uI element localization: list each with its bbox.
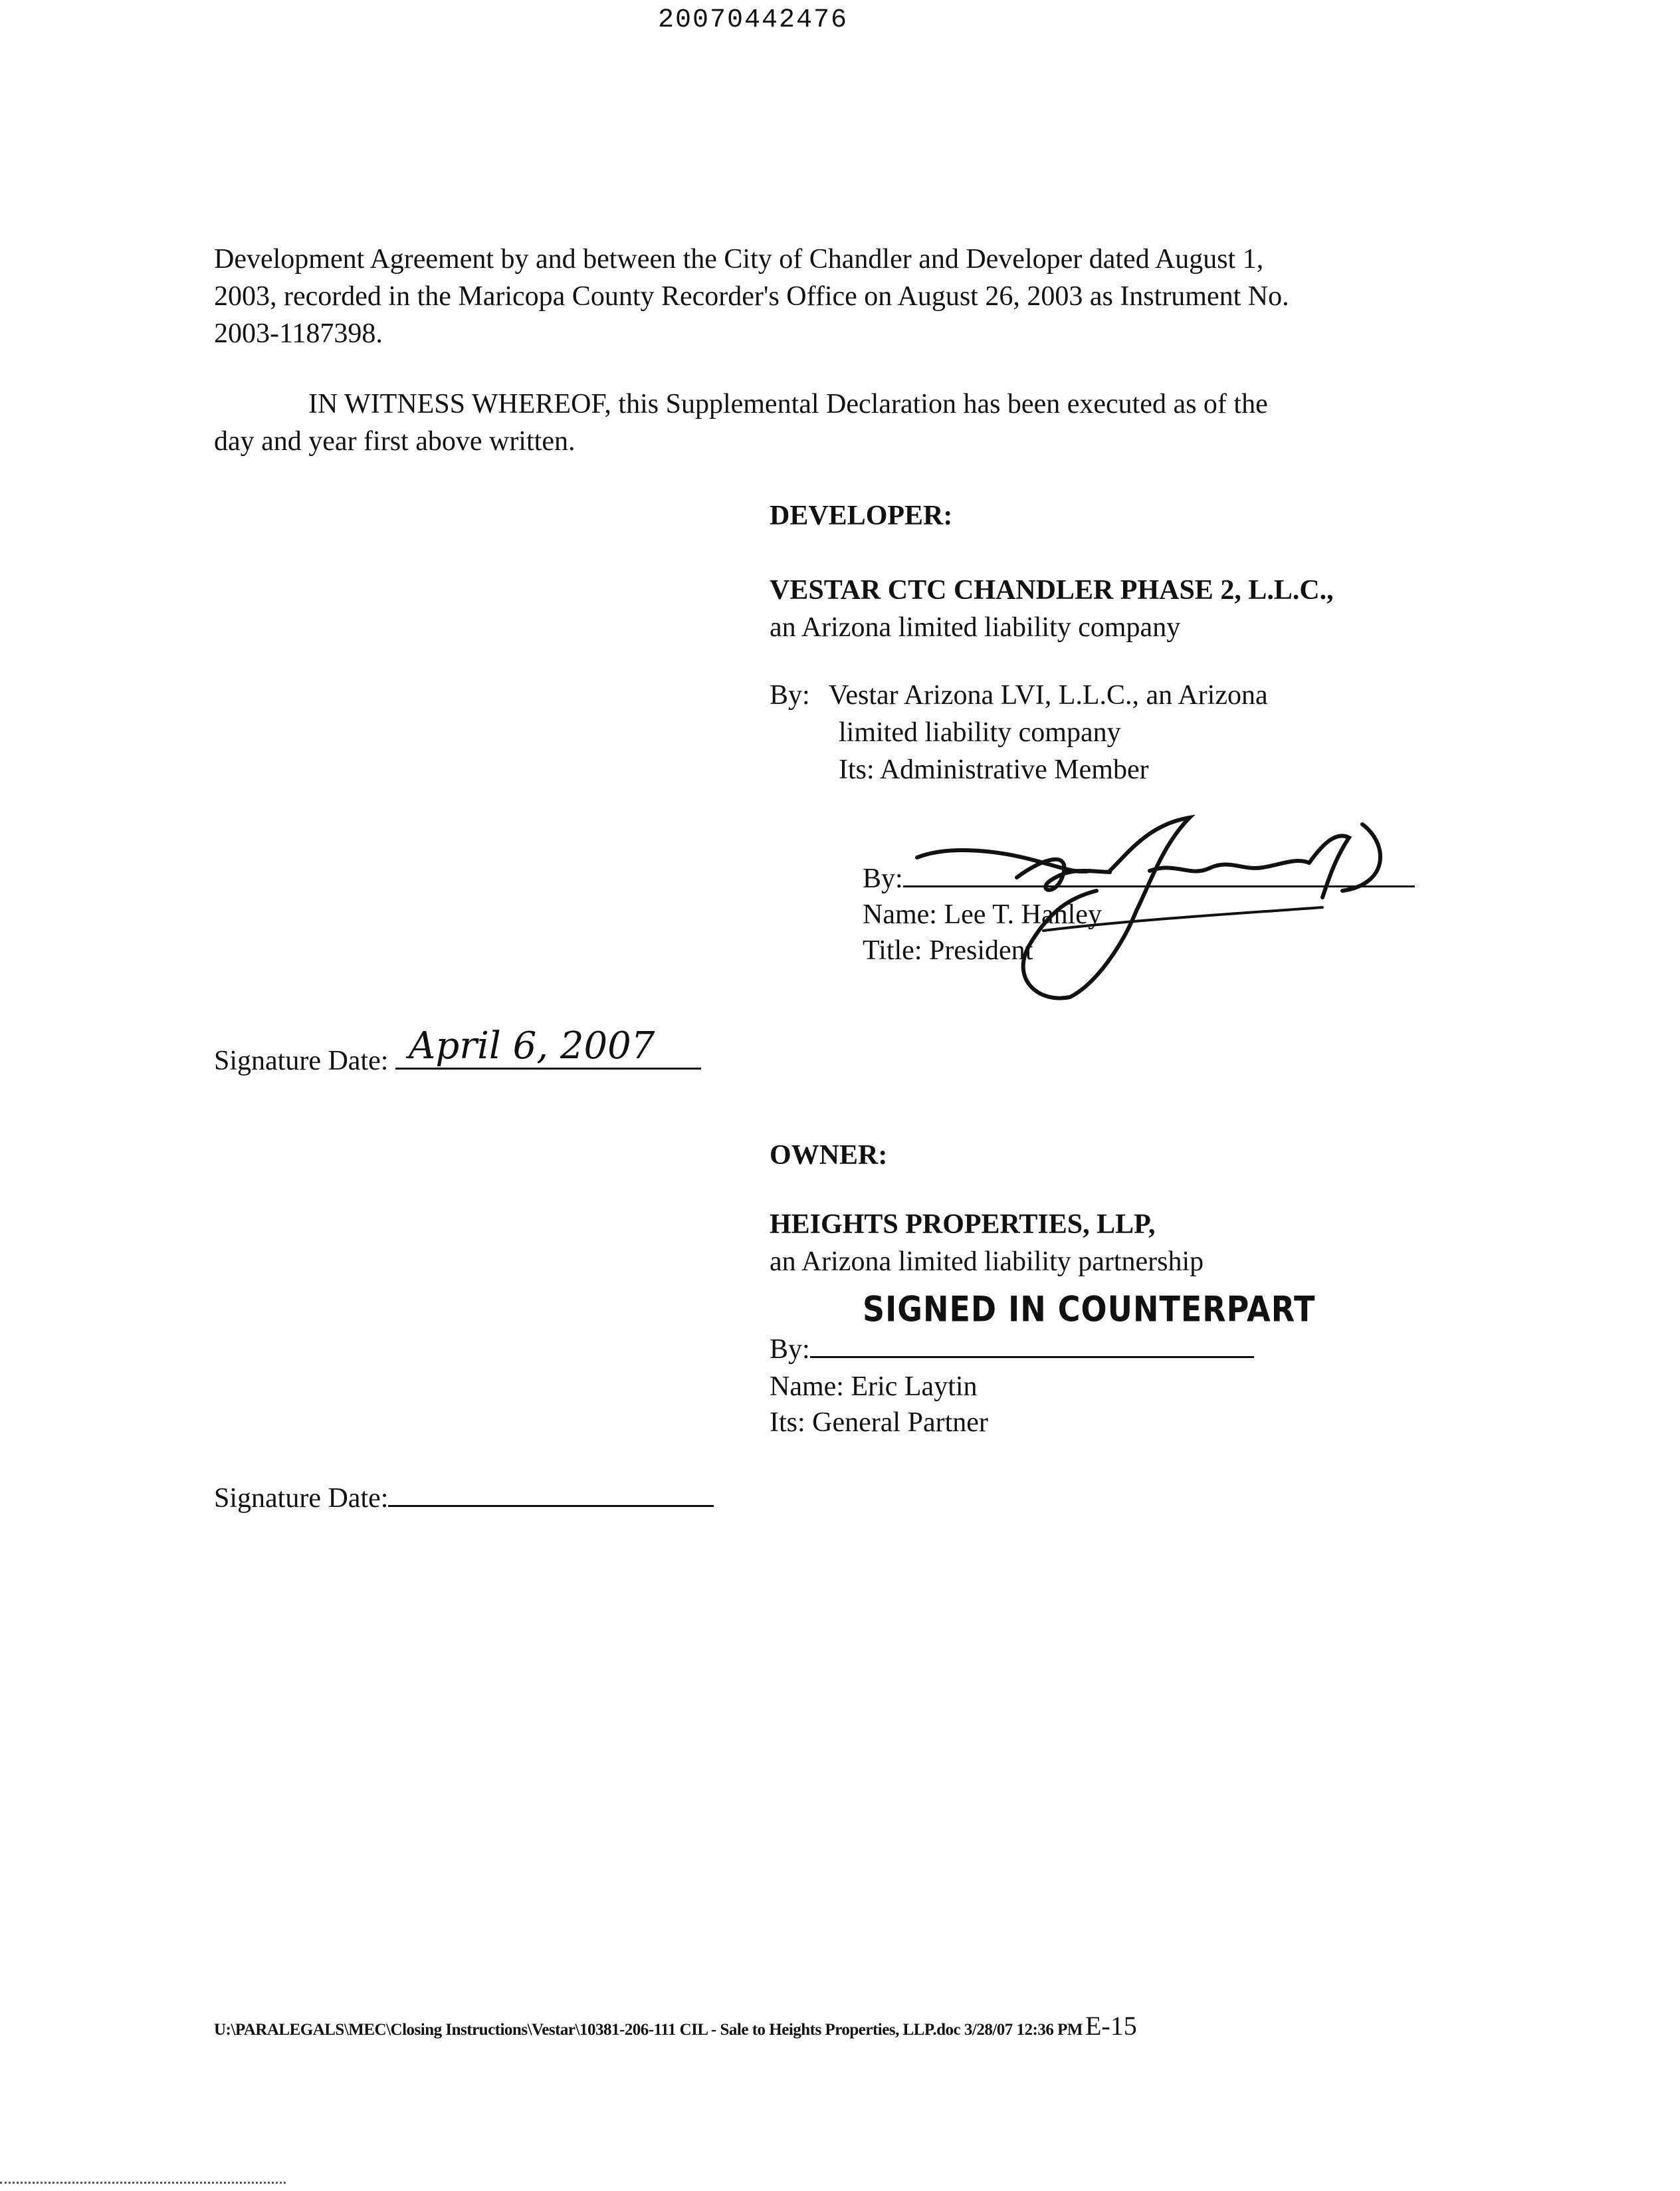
developer-by-label: By: xyxy=(770,680,810,711)
owner-signature-line xyxy=(810,1343,1254,1358)
owner-signer-role: Its: General Partner xyxy=(770,1407,988,1438)
owner-signer-name: Name: Eric Laytin xyxy=(770,1371,978,1402)
footer-page-number: E-15 xyxy=(1085,2011,1137,2041)
owner-company-name: HEIGHTS PROPERTIES, LLP, xyxy=(770,1209,1156,1240)
signature-date-2-line xyxy=(388,1492,714,1507)
signature-date-2-label: Signature Date: xyxy=(214,1483,389,1514)
paragraph-1-line-2: 2003, recorded in the Maricopa County Recorder's Office on August 26, 2003 as Instrument No. xyxy=(214,281,1289,312)
handwritten-signature-image xyxy=(910,804,1416,1010)
owner-signature-by-label: By: xyxy=(770,1334,810,1365)
owner-company-block xyxy=(770,1206,1204,1280)
developer-company-description: an Arizona limited liability company xyxy=(770,612,1181,643)
developer-company-block xyxy=(770,572,1334,646)
developer-company-name: VESTAR CTC CHANDLER PHASE 2, L.L.C., xyxy=(770,575,1334,606)
developer-by-line-1 xyxy=(770,677,1268,714)
signature-date-1-line xyxy=(395,1024,701,1070)
developer-by-line-3: Its: Administrative Member xyxy=(839,754,1149,785)
owner-signature-by xyxy=(770,1331,1254,1368)
paragraph-1-line-3: 2003-1187398. xyxy=(214,318,383,349)
signature-date-1-handwritten: April 6, 2007 xyxy=(408,1024,655,1068)
paragraph-2-line-2: day and year first above written. xyxy=(214,426,576,457)
footer-file-path: U:\PARALEGALS\MEC\Closing Instructions\Vestar\10381-206-111 CIL - Sale to Heights Properties, LLP.doc 3/28/07 12:36 PM xyxy=(214,2021,1083,2039)
developer-by-line-2: limited liability company xyxy=(839,717,1121,748)
signature-date-2 xyxy=(214,1480,714,1517)
paragraph-2-line-1: IN WITNESS WHEREOF, this Supplemental Declaration has been executed as of the xyxy=(308,389,1268,419)
developer-signer-name: Name: Lee T. Hanley xyxy=(863,899,1102,930)
developer-heading: DEVELOPER: xyxy=(770,501,953,531)
developer-by-block xyxy=(770,677,1268,788)
paragraph-1 xyxy=(214,241,1289,352)
paragraph-1-line-1: Development Agreement by and between the City of Chandler and Developer dated August 1, xyxy=(214,244,1264,275)
signature-date-1-label: Signature Date: xyxy=(214,1046,389,1076)
owner-company-description: an Arizona limited liability partnership xyxy=(770,1246,1204,1277)
footer xyxy=(214,2010,1137,2041)
signature-date-1 xyxy=(214,1024,701,1080)
developer-by-entity: Vestar Arizona LVI, L.L.C., an Arizona xyxy=(828,680,1268,711)
signed-in-counterpart-stamp: SIGNED IN COUNTERPART xyxy=(863,1288,1316,1329)
owner-heading: OWNER: xyxy=(770,1140,888,1171)
paragraph-2 xyxy=(214,386,1268,460)
scan-edge-artifact xyxy=(0,2182,286,2184)
document-number: 20070442476 xyxy=(658,5,849,35)
developer-signer-title: Title: President xyxy=(863,935,1033,966)
developer-signature-by-label: By: xyxy=(863,864,903,894)
